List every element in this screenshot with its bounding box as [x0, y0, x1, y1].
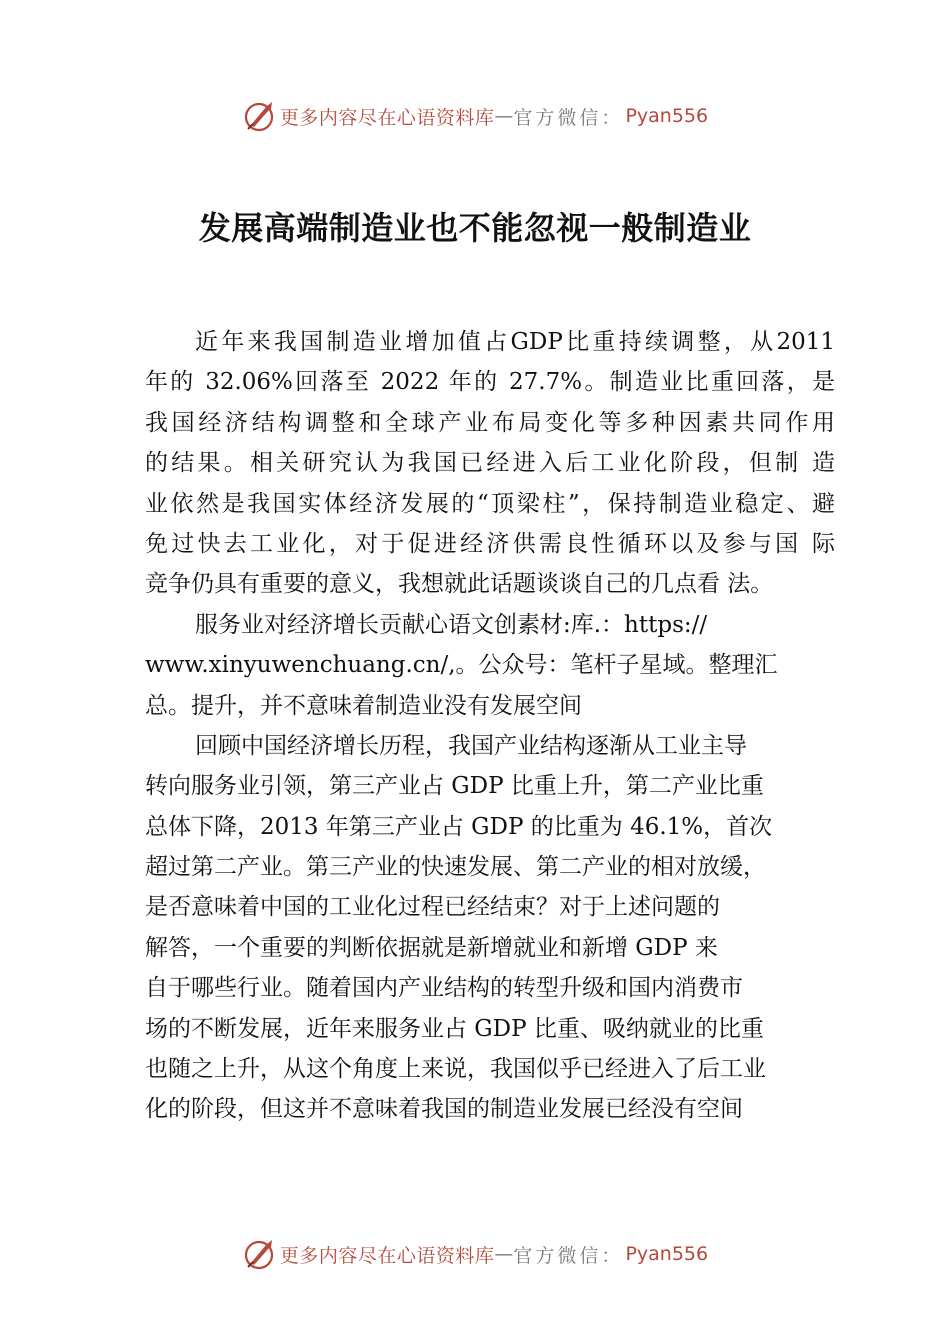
watermark-dash: —: [494, 1243, 514, 1265]
body-line: www.xinyuwenchuang.cn/,。公众号：笔杆子星域。整理汇: [145, 652, 778, 679]
article-body: [145, 322, 835, 1130]
body-line: 竞争仍具有重要的意义，我想就此话题谈谈自己的几点看 法。: [145, 571, 774, 598]
footer-watermark: [0, 1234, 950, 1274]
body-line: 回顾中国经济增长历程，我国产业结构逐渐从工业主导: [195, 732, 747, 759]
body-line: 服务业对经济增长贡献心语文创素材:库.：https://: [195, 611, 708, 638]
body-line: 免过快去工业化，对于促进经济供需良性循环以及参与国 际: [145, 530, 835, 557]
watermark-wechat-label: 官方微信：: [513, 106, 624, 129]
quill-pen-logo-icon: [242, 99, 276, 133]
quill-pen-logo-icon: [242, 1237, 276, 1271]
body-line: 超过第二产业。第三产业的快速发展、第二产业的相对放缓，: [145, 854, 766, 881]
body-line: 业依然是我国实体经济发展的“顶梁柱”，保持制造业稳定、避: [145, 490, 835, 517]
watermark-brand: 更多内容尽在心语资料库: [279, 1244, 495, 1267]
body-line: 我国经济结构调整和全球产业布局变化等多种因素共同作用: [145, 409, 835, 436]
body-line: 化的阶段，但这并不意味着我国的制造业发展已经没有空间: [145, 1096, 743, 1123]
body-line: 总体下降，2013 年第三产业占 GDP 的比重为 46.1%，首次: [145, 813, 773, 840]
body-line: 的结果。相关研究认为我国已经进入后工业化阶段，但制 造: [145, 450, 835, 477]
watermark-dash: —: [494, 105, 514, 127]
body-line: 自于哪些行业。随着国内产业结构的转型升级和国内消费市: [145, 975, 743, 1002]
body-line: 场的不断发展，近年来服务业占 GDP 比重、吸纳就业的比重: [145, 1015, 764, 1042]
watermark-wechat-id: Pyan556: [625, 105, 709, 127]
watermark-wechat-label: 官方微信：: [513, 1244, 624, 1267]
watermark-wechat-id: Pyan556: [625, 1243, 709, 1265]
article-title: 发展高端制造业也不能忽视一般制造业: [198, 209, 752, 247]
watermark-brand: 更多内容尽在心语资料库: [279, 106, 495, 129]
body-line: 近年来我国制造业增加值占GDP比重持续调整，从2011: [195, 329, 835, 355]
body-line: 转向服务业引领，第三产业占 GDP 比重上升，第二产业比重: [145, 773, 764, 800]
body-line: 年的 32.06%回落至 2022 年的 27.7%。制造业比重回落，是: [145, 369, 835, 396]
header-watermark: [0, 96, 950, 136]
body-line: 是否意味着中国的工业化过程已经结束？对于上述问题的: [145, 894, 720, 921]
body-line: 解答，一个重要的判断依据就是新增就业和新增 GDP 来: [145, 934, 718, 961]
body-line: 也随之上升，从这个角度上来说，我国似乎已经进入了后工业: [145, 1056, 766, 1083]
body-line: 总。提升，并不意味着制造业没有发展空间: [145, 692, 582, 719]
